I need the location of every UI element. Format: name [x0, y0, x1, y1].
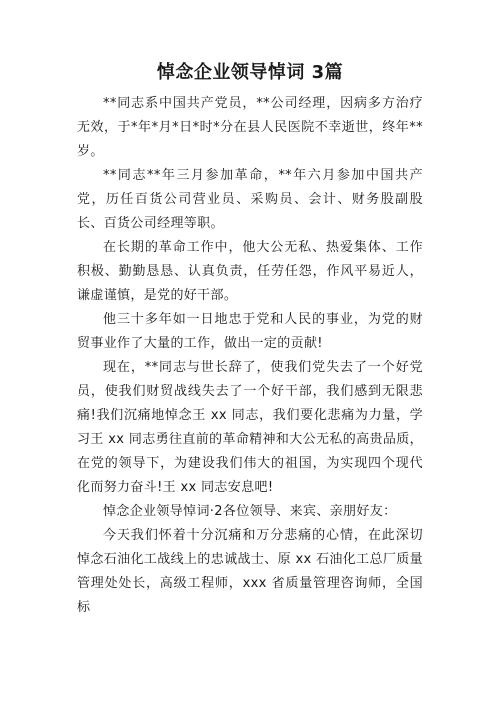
paragraph-1: **同志系中国共产党员，**公司经理，因病多方治疗无效，于*年*月*日*时*分在县人民医院不幸逝世，终年**岁。 — [77, 96, 423, 159]
document-body — [77, 92, 423, 620]
paragraph-7: 今天我们怀着十分沉痛和万分悲痛的心情，在此深切悼念石油化工战线上的忠诚战士、原 xx 石油化工总厂质量管理处处长，高级工程师，xxx 省质量管理咨询师，全国标 — [77, 528, 423, 615]
document-title: 悼念企业领导悼词 3篇 — [156, 62, 344, 83]
paragraph-3: 在长期的革命工作中，他大公无私、热爱集体、工作积极、勤勤恳恳、认真负责，任劳任怨，作风平易近人，谦虚谨慎，是党的好干部。 — [77, 240, 423, 303]
paragraph-2: **同志**年三月参加革命，**年六月参加中国共产党，历任百货公司营业员、采购员、会计、财务股副股长、百货公司经理等职。 — [77, 168, 423, 231]
paragraph-6: 悼念企业领导悼词·2各位领导、来宾、亲朋好友： — [103, 504, 397, 519]
paragraph-4: 他三十多年如一日地忠于党和人民的事业，为党的财贸事业作了大量的工作，做出一定的贡献! — [77, 312, 423, 351]
paragraph-5: 现在，**同志与世长辞了，使我们党失去了一个好党员，使我们财贸战线失去了一个好干部，我们感到无限悲痛!我们沉痛地悼念王 xx 同志，我们要化悲痛为力量，学习王 xx 同志勇往直前的革命精神和大公无私的高贵品质，在党的领导下，为建设我们伟大的祖国，为实现四个现代化而努力奋斗!王 xx 同志安息吧! — [77, 360, 423, 495]
